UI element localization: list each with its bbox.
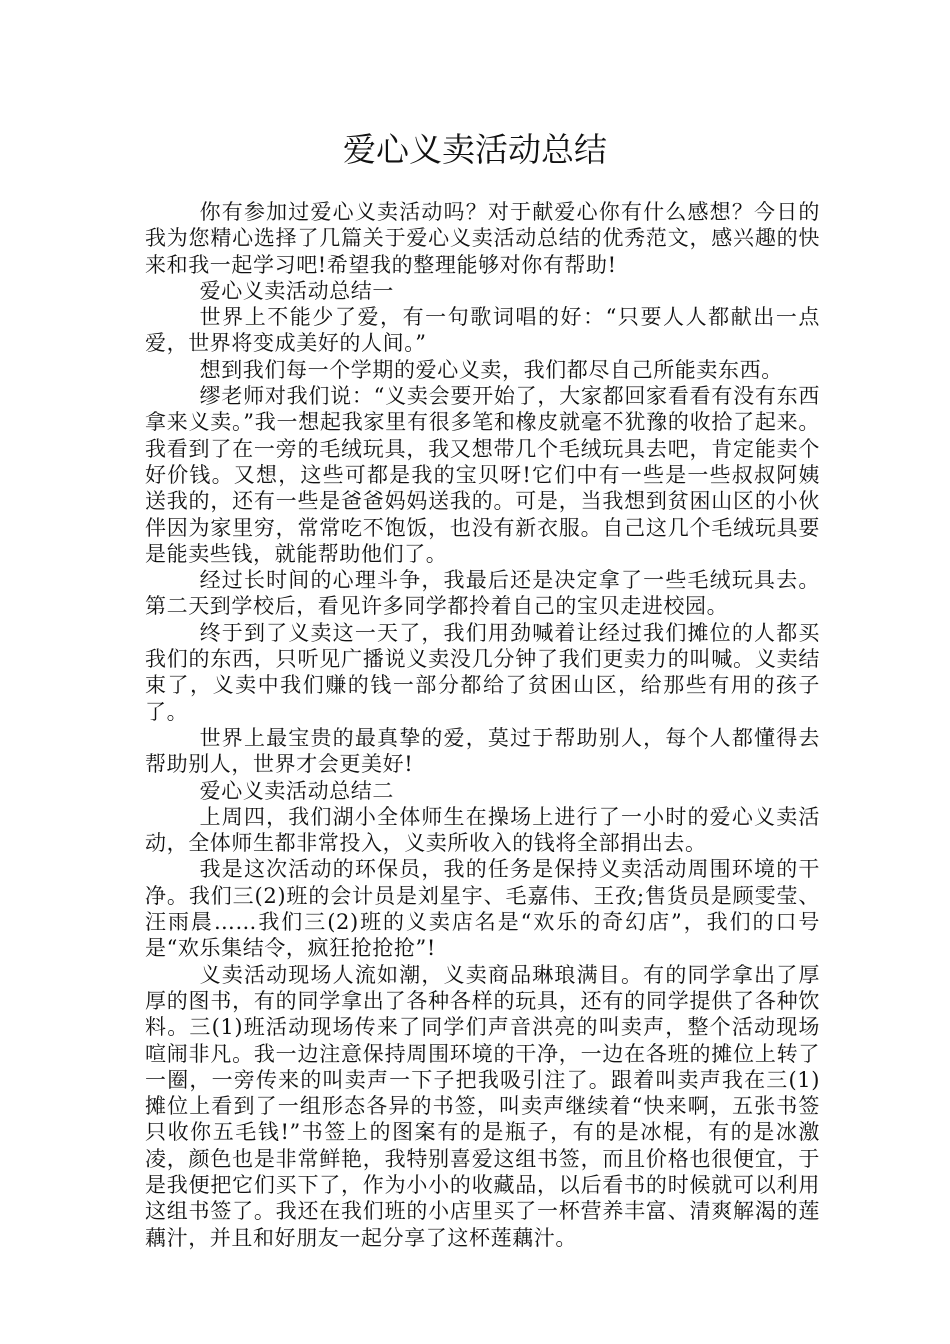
body-paragraph: 终于到了义卖这一天了，我们用劲喊着让经过我们摊位的人都买我们的东西，只听见广播说义卖没几分钟了我们更卖力的叫喊。义卖结束了，义卖中我们赚的钱一部分都给了贫困山区，给那些有用的孩子了。 — [145, 620, 820, 724]
intro-paragraph: 你有参加过爱心义卖活动吗？对于献爱心你有什么感想？今日的我为您精心选择了几篇关于爱心义卖活动总结的优秀范文，感兴趣的快来和我一起学习吧!希望我的整理能够对你有帮助! — [145, 200, 820, 277]
page-title: 爱心义卖活动总结 — [343, 130, 607, 169]
body-paragraph: 我是这次活动的环保员，我的任务是保持义卖活动周围环境的干净。我们三(2)班的会计员是刘星宇、毛嘉伟、王孜;售货员是顾雯莹、汪雨晨……我们三(2)班的义卖店名是“欢乐的奇幻店”，我们的口号是“欢乐集结令，疯狂抢抢抢”! — [145, 857, 820, 961]
body-paragraph: 经过长时间的心理斗争，我最后还是决定拿了一些毛绒玩具去。第二天到学校后，看见许多同学都拎着自己的宝贝走进校园。 — [145, 568, 820, 619]
body-paragraph: 世界上最宝贵的最真挚的爱，莫过于帮助别人，每个人都懂得去帮助别人，世界才会更美好! — [145, 725, 820, 777]
document-body — [145, 199, 820, 1251]
section-heading-2: 爱心义卖活动总结二 — [199, 778, 394, 803]
section-heading-1: 爱心义卖活动总结一 — [199, 278, 394, 303]
body-paragraph: 义卖活动现场人流如潮，义卖商品琳琅满目。有的同学拿出了厚厚的图书，有的同学拿出了各种各样的玩具，还有的同学提供了各种饮料。三(1)班活动现场传来了同学们声音洪亮的叫卖声，整个活动现场喧闹非凡。我一边注意保持周围环境的干净，一边在各班的摊位上转了一圈，一旁传来的叫卖声一下子把我吸引注了。跟着叫卖声我在三(1)摊位上看到了一组形态各异的书签，叫卖声继续着“快来啊，五张书签只收你五毛钱!”书签上的图案有的是瓶子，有的是冰棍，有的是冰激凌，颜色也是非常鲜艳，我特别喜爱这组书签，而且价格也很便宜，于是我便把它们买下了，作为小小的收藏品，以后看书的时候就可以利用这组书签了。我还在我们班的小店里买了一杯营养丰富、清爽解渴的莲藕汁，并且和好朋友一起分享了这杯莲藕汁。 — [145, 962, 820, 1250]
body-paragraph: 想到我们每一个学期的爱心义卖，我们都尽自己所能卖东西。 — [199, 357, 783, 382]
body-paragraph: 缪老师对我们说：“义卖会要开始了，大家都回家看看有没有东西拿来义卖。”我一想起我家里有很多笔和橡皮就毫不犹豫的收拾了起来。我看到了在一旁的毛绒玩具，我又想带几个毛绒玩具去吧，肯定能卖个好价钱。又想，这些可都是我的宝贝呀!它们中有一些是一些叔叔阿姨送我的，还有一些是爸爸妈妈送我的。可是，当我想到贫困山区的小伙伴因为家里穷，常常吃不饱饭，也没有新衣服。自己这几个毛绒玩具要是能卖些钱，就能帮助他们了。 — [145, 384, 820, 566]
body-paragraph: 上周四，我们湖小全体师生在操场上进行了一小时的爱心义卖活动，全体师生都非常投入，义卖所收入的钱将全部捐出去。 — [145, 804, 820, 856]
body-paragraph: 世界上不能少了爱，有一句歌词唱的好：“只要人人都献出一点爱，世界将变成美好的人间。” — [145, 305, 820, 356]
